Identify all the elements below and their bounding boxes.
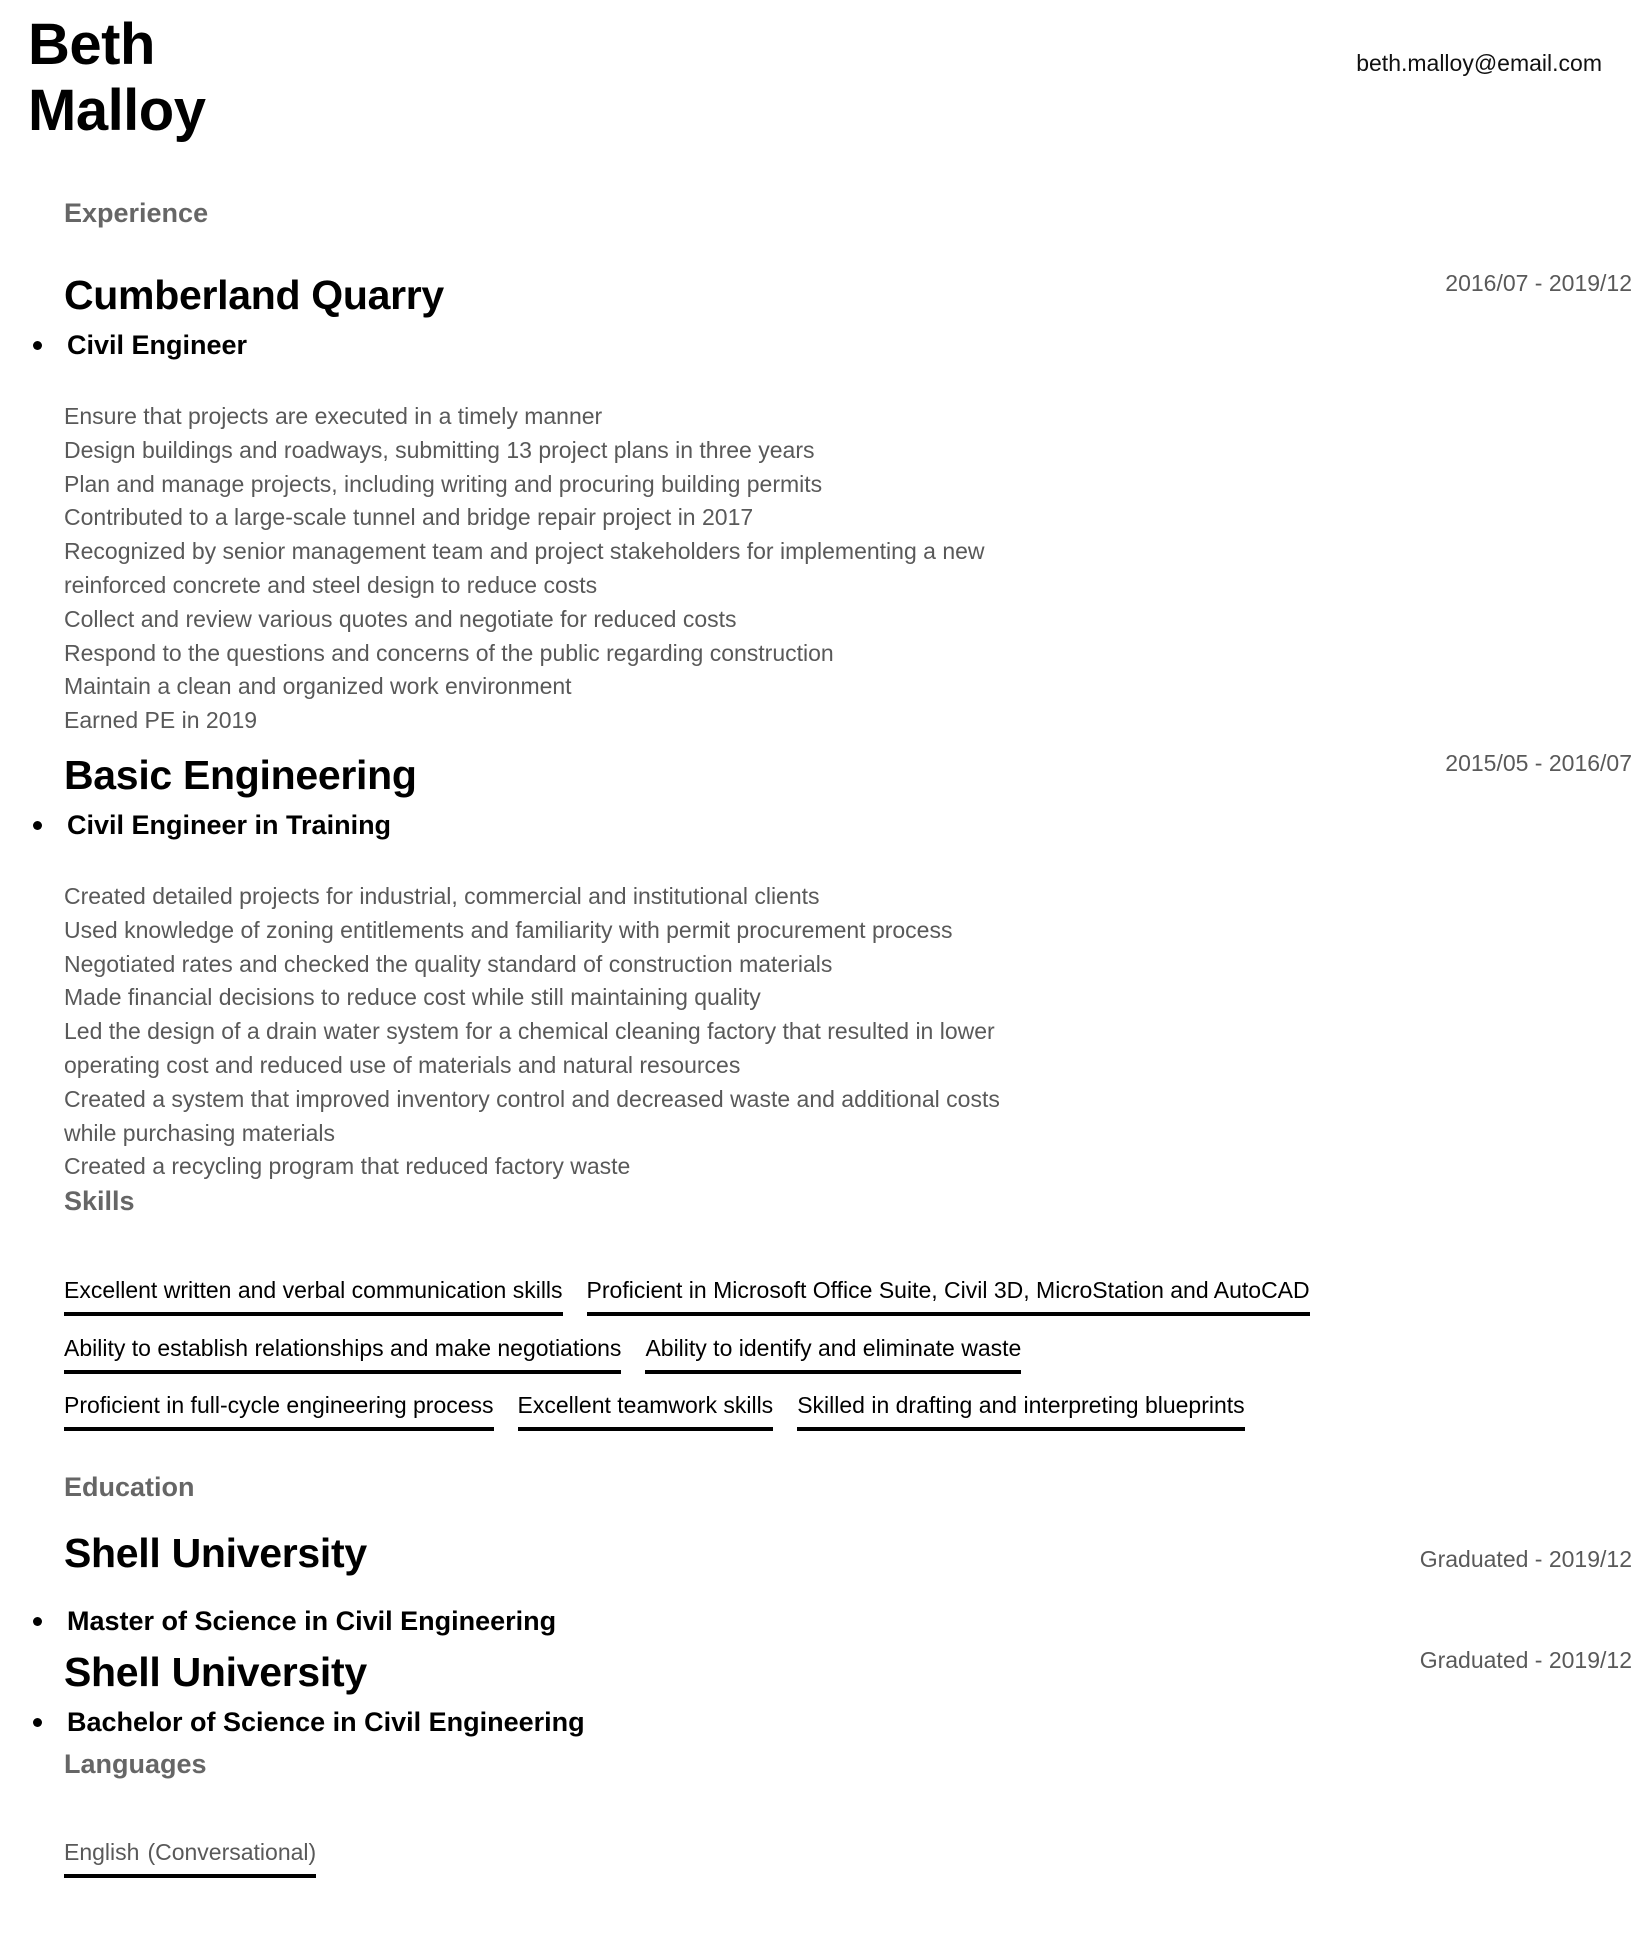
description-line: Led the design of a drain water system for a chemical cleaning factory that resulted in lower <box>64 1018 995 1045</box>
description-line: Plan and manage projects, including writing and procuring building permits <box>64 470 823 497</box>
skill-tag: Ability to establish relationships and make negotiations <box>64 1334 621 1374</box>
skill-tag: Excellent teamwork skills <box>518 1391 774 1431</box>
section-title-skills: Skills <box>64 1186 135 1216</box>
skill-tag: Proficient in Microsoft Office Suite, Civil 3D, MicroStation and AutoCAD <box>587 1276 1310 1316</box>
job-dates: 2015/05 - 2016/07 <box>1445 750 1632 776</box>
bullet-icon <box>33 1617 42 1626</box>
description-line: Made financial decisions to reduce cost while still maintaining quality <box>64 984 761 1011</box>
skills-row <box>64 1276 1310 1316</box>
degree-label: Master of Science in Civil Engineering <box>67 1606 557 1636</box>
school-name: Shell University <box>64 1649 367 1695</box>
education-dates: Graduated - 2019/12 <box>1419 1647 1632 1673</box>
language-tag <box>64 1838 316 1878</box>
description-line: Ensure that projects are executed in a timely manner <box>64 403 603 429</box>
description-line: Respond to the questions and concerns of the public regarding construction <box>64 639 834 666</box>
job-description <box>64 400 985 738</box>
section-title-education: Education <box>64 1472 195 1502</box>
job-company: Cumberland Quarry <box>64 272 444 318</box>
section-title-experience: Experience <box>64 198 209 228</box>
last-name: Malloy <box>28 78 206 143</box>
bullet-icon <box>33 341 42 350</box>
email-link[interactable]: beth.malloy@email.com <box>1356 50 1602 76</box>
description-line: Used knowledge of zoning entitlements and familiarity with permit procurement process <box>64 916 953 943</box>
degree <box>30 1606 556 1637</box>
description-line: Created a system that improved inventory control and decreased waste and additional costs <box>64 1085 1000 1112</box>
description-line: Created detailed projects for industrial, commercial and institutional clients <box>64 883 820 909</box>
language-name: English <box>64 1839 140 1865</box>
language-level: (Conversational) <box>147 1839 317 1865</box>
education-dates: Graduated - 2019/12 <box>1419 1546 1632 1572</box>
candidate-name <box>28 12 428 144</box>
skill-tag: Skilled in drafting and interpreting blueprints <box>797 1391 1245 1431</box>
job-company: Basic Engineering <box>64 752 417 798</box>
job-description <box>64 880 1000 1184</box>
bullet-icon <box>33 821 42 830</box>
skills-row <box>64 1391 1245 1431</box>
job-role-label: Civil Engineer in Training <box>67 810 392 840</box>
description-line: Negotiated rates and checked the quality standard of construction materials <box>64 950 833 977</box>
description-line: Created a recycling program that reduced factory waste <box>64 1153 631 1180</box>
description-line: Earned PE in 2019 <box>64 707 258 734</box>
description-line: Contributed to a large-scale tunnel and bridge repair project in 2017 <box>64 504 754 531</box>
section-title-languages: Languages <box>64 1749 207 1779</box>
skill-tag: Proficient in full-cycle engineering process <box>64 1391 494 1431</box>
school-name: Shell University <box>64 1530 367 1576</box>
skills-row <box>64 1334 1021 1374</box>
skill-tag: Ability to identify and eliminate waste <box>645 1334 1021 1374</box>
first-name: Beth <box>28 12 155 77</box>
job-dates: 2016/07 - 2019/12 <box>1445 270 1632 296</box>
job-role <box>30 810 391 841</box>
description-line: operating cost and reduced use of materials and natural resources <box>64 1051 741 1078</box>
description-line: Collect and review various quotes and negotiate for reduced costs <box>64 605 737 632</box>
bullet-icon <box>33 1718 42 1727</box>
description-line: Design buildings and roadways, submitting 13 project plans in three years <box>64 436 815 463</box>
description-line: while purchasing materials <box>64 1119 336 1146</box>
description-line: Recognized by senior management team and project stakeholders for implementing a new <box>64 538 985 565</box>
skill-tag: Excellent written and verbal communication skills <box>64 1276 563 1316</box>
job-role-label: Civil Engineer <box>67 330 248 360</box>
job-role <box>30 330 247 361</box>
degree-label: Bachelor of Science in Civil Engineering <box>67 1707 585 1737</box>
description-line: reinforced concrete and steel design to reduce costs <box>64 571 598 598</box>
degree <box>30 1707 585 1738</box>
description-line: Maintain a clean and organized work environment <box>64 673 572 700</box>
